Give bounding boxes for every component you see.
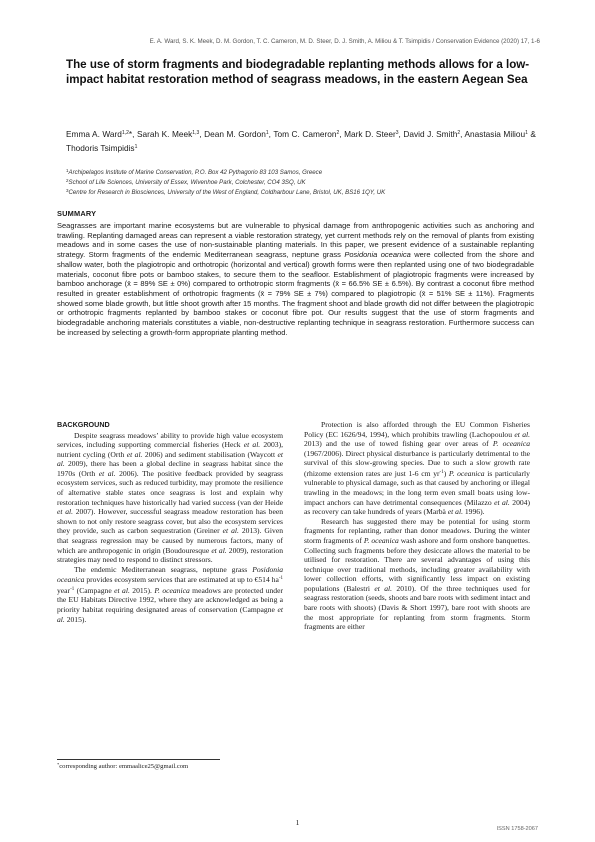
author-separator: , bbox=[460, 129, 465, 139]
author-separator: , bbox=[199, 129, 205, 139]
right-column bbox=[304, 420, 530, 632]
author-affiliation-marker: 2 bbox=[336, 130, 340, 136]
article-title: The use of storm fragments and biodegradable replanting methods allows for a low-impact habitat restoration method of seagrass meadows, in the eastern Aegean Sea bbox=[66, 58, 530, 86]
author-list bbox=[66, 127, 536, 155]
affiliation-2: $^2$School of Life Sciences, University of Essex, Wivenhoe Park, Colchester, CO4 3SQ, UK bbox=[66, 178, 306, 186]
author-name: David J. Smith bbox=[403, 129, 458, 139]
author-name: Thodoris Tsimpidis bbox=[66, 143, 135, 153]
left-paragraph-1: Despite seagrass meadows’ ability to provide high value ecosystem services, including supporting commercial fisheries (Heck et al. 2003), nutrient cycling (Orth et al. 2006) and sediment stabilisation (Waycott et al. 2009), there has been a global decline in seagrass habitat since the 1970s (Orth et al. 2006). The positive feedback provided by seagrass ecosystem services, such as reduced turbidity, may promote the resilience of alternative stable states once seagrass is lost and explain why restoration techniques have historically had varied success (van der Heide et al. 2007). However, successful seagrass meadow restoration has been shown to not only restore seagrass cover, but also the ecosystem services they provide, such as carbon sequestration (Greiner et al. 2013). Given that seagrass regression may be caused by numerous factors, many of which are anthropogenic in origin (Boudouresque et al. 2009), restoration strategies may need to respond to distinct stressors. bbox=[57, 430, 284, 565]
author-affiliation-marker: 3 bbox=[395, 130, 399, 136]
background-heading: BACKGROUND bbox=[57, 420, 110, 429]
author-affiliation-marker: 1 bbox=[134, 144, 138, 150]
right-paragraph-1: Protection is also afforded through the EU Common Fisheries Policy (EC 1626/94, 1994), which prohibits trawling (Lachopoulou et al. 2013) and the use of towed fishing gear over areas of P. oceanica (1967/2006). Direct physical disturbance is particularly detrimental to the survival of this slow-growing species. Due to such a slow growth rate (rhizome extension rates are just 1-6 cm $yr^{-1}$) P. oceanica is particularly vulnerable to physical damage, such as that caused by anchoring or illegal trawling in the meadows; in the long term even small boats using low-impact anchors can have detrimental consequences (Milazzo et al. 2004) as recovery can take hundreds of years (Marbà et al. 1996). bbox=[304, 420, 531, 517]
author-separator: & bbox=[527, 129, 536, 139]
corresponding-author-star: * bbox=[128, 129, 133, 139]
left-column bbox=[57, 420, 283, 624]
author-affiliation-marker: 1 bbox=[525, 130, 528, 136]
running-head: E. A. Ward, S. K. Meek, D. M. Gordon, T. C. Cameron, M. D. Steer, D. J. Smith, A. Miliou & T. Tsimpidis / Conservation Evidence (2020) 17, 1-6 bbox=[149, 38, 540, 45]
author-affiliation-marker: 1 bbox=[265, 130, 269, 136]
author-name: Mark D. Steer bbox=[344, 129, 396, 139]
footnote-divider bbox=[57, 759, 220, 760]
right-paragraph-2: Research has suggested there may be potential for using storm fragments for replanting, rather than donor meadows. During the winter storm fragments of P. oceanica wash ashore and form onshore banquettes. Collecting such fragments before they desiccate allows the material to be utilised for restoration. There are several advantages of using this technique over traditional methods, including greater availability with lower collection efforts, with significantly less impact on existing populations (Balestri et al. 2010). Of the three techniques used for seagrass restoration (seeds, shoots and bare roots with sediment intact and bare roots with shoots) (Davis & Short 1997), bare root with shoots are the most appropriate for replanting from storm fragments. Storm fragments are either bbox=[304, 516, 530, 632]
author-separator: , bbox=[339, 129, 345, 139]
affiliation-3: $^3$Centre for Research in Biosciences, University of the West of England, Coldharbour Lane, Bristol, UK, BS16 1QY, UK bbox=[66, 188, 386, 196]
page-number: 1 bbox=[295, 818, 300, 827]
corresponding-author-email[interactable]: corresponding author: emmaalice25@gmail.com bbox=[59, 763, 189, 770]
author-name: Sarah K. Meek bbox=[136, 129, 193, 139]
author-separator: , bbox=[268, 129, 274, 139]
author-name: Tom C. Cameron bbox=[273, 129, 337, 139]
author-affiliation-marker: 1,3 bbox=[192, 130, 200, 136]
author-separator: , bbox=[132, 129, 137, 139]
summary-text: Seagrasses are important marine ecosystems but are vulnerable to physical damage from anthropogenic activities such as anchoring and trawling. Replanting damaged areas can represent a viable restoration strategy, yet current methods rely on the removal of plants from existing meadows and in some cases the use of non-sustainable planting materials. In this paper, we present evidence of a sustainable replanting strategy. Storm fragments of the endemic Mediterranean seagrass, neptune grass Posidonia oceanica were collected from the shore and shallow water, both the plagiotropic and orthotropic (horizontal and vertical) growth forms were then replanted using one of two biodegradable materials, coconut fibre pots or bamboo stakes, to secure them to the seafloor. Establishment of plagiotropic fragments were increased by bamboo anchorage (x̄ = 89% SE ± 0%) compared to orthotropic storm fragments (x̄ = 66.5% SE ± 6.5%). By contrast a coconut fibre method resulted in greater establishment of orthotropic fragments (x̄ = 79% SE ± 7%) compared to plagiotropic (x̄ = 51% SE ± 11%). Fragments showed some blade growth, but little shoot growth after 15 months. The fragment shoot and blade growth did not differ between the plagiotropic or orthotropic fragments replanted by bamboo stakes or coconut fibre pot. Our results suggest that the use of storm fragments and biodegradable anchoring materials constitutes a viable, non-destructive replanting technique in seagrass restoration. Furthermore success can be increased by selecting a growth-form appropriate planting method. bbox=[57, 221, 535, 337]
affiliation-1: $^1$Archipelagos Institute of Marine Conservation, P.O. Box 42 Pythagorio 83 103 Samos, Greece bbox=[66, 168, 323, 176]
author-name: Dean M. Gordon bbox=[204, 129, 266, 139]
author-affiliation-marker: 1,2 bbox=[121, 130, 129, 136]
author-name: Anastasia Miliou bbox=[464, 129, 526, 139]
issn: ISSN 1758-2067 bbox=[496, 826, 538, 832]
summary-heading: SUMMARY bbox=[57, 209, 97, 218]
author-separator: , bbox=[398, 129, 404, 139]
left-paragraph-2: The endemic Mediterranean seagrass, neptune grass Posidonia oceanica provides ecosystem services that are estimated at up to €514 $ha^{-1}$ year$^{-1}$ (Campagne et al. 2015). P. oceanica meadows are protected under the EU Habitats Directive 1992, where they are acknowledged as being a priority habitat requiring designated areas of conservation (Campagne et al. 2015). bbox=[57, 564, 283, 624]
footnote: *corresponding author: emmaalice25@gmail.com bbox=[57, 762, 189, 770]
author-name: Emma A. Ward bbox=[66, 129, 122, 139]
author-affiliation-marker: 2 bbox=[457, 130, 461, 136]
